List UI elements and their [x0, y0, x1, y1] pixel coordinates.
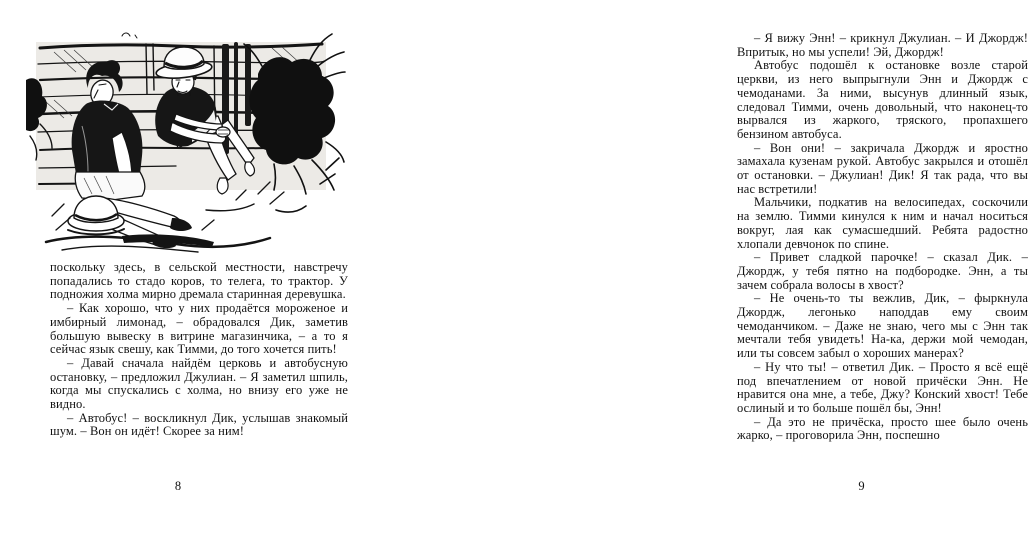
- page-number-left: 8: [174, 479, 182, 493]
- text-paragraph: – Давай сначала найдём церковь и автобусную остановку, – предложил Джулиан. – Я заметил шпиль, когда мы спускались с холма, но внизу его уже не видно.: [50, 355, 348, 412]
- text-paragraph: Автобус подошёл к остановке возле старой церкви, из него выпрыгнули Энн и Джордж с чемоданами. За ними, высунув длинный язык, следовал Тимми, очень довольный, что наконец-то вырвался из жаркого, тряского, пропахшего бензином автобуса.: [737, 58, 1028, 141]
- book-illustration: [26, 14, 346, 260]
- text-paragraph: – Как хорошо, что у них продаётся мороженое и имбирный лимонад, – обрадовался Дик, заметив большую вывеску в витрине магазинчика, – а то я сейчас язык свешу, как Тимми, до того хочется пить!: [50, 301, 348, 357]
- text-paragraph: – Вон они! – закричала Джордж и яростно замахала кузенам рукой. Автобус закрылся и отошёл от остановки. – Джулиан! Дик! Я так рада, что вы нас встретили!: [737, 140, 1028, 196]
- left-page: [0, 0, 360, 535]
- left-page-text: [50, 261, 348, 439]
- text-paragraph: – Я вижу Энн! – крикнул Джулиан. – И Джордж! Впритык, но мы успели! Эй, Джордж!: [737, 31, 1028, 59]
- page-number-right: 9: [858, 479, 865, 493]
- text-paragraph: Мальчики, подкатив на велосипедах, соскочили на землю. Тимми кинулся к ним и начал носиться вокруг, лая как сумасшедший. Ребята радостно хлопали девчонок по спине.: [737, 195, 1028, 251]
- text-paragraph: – Да это не причёска, просто шее было очень жарко, – проговорила Энн, поспешно: [737, 414, 1028, 443]
- text-paragraph: – Привет сладкой парочке! – сказал Дик. – Джордж, у тебя пятно на подбородке. Энн, а ты зачем собрала волосы в хвост?: [737, 250, 1028, 292]
- text-paragraph: – Не очень-то ты вежлив, Дик, – фыркнула Джордж, легонько наподдав ему своим чемоданчиком. – Даже не знаю, чего мы с Энн так мечтали тебя увидеть! На-ка, держи мой чемодан, или ты совсем забыл о хороших манерах?: [737, 291, 1028, 361]
- illustration-drawing: [26, 14, 346, 260]
- text-paragraph: – Автобус! – воскликнул Дик, услышав знакомый шум. – Вон он идёт! Скорее за ним!: [50, 410, 348, 439]
- text-paragraph: поскольку здесь, в сельской местности, навстречу попадались то стадо коров, то телега, то трактор. У подножия холма мирно дремала старинная деревушка.: [50, 260, 348, 302]
- text-paragraph: – Ну что ты! – ответил Дик. – Просто я всё ещё под впечатлением от новой причёски Энн. Не нравится она мне, а тебе, Джу? Конский хвост! Тебе ослиный и то больше пошёл бы, Энн!: [737, 359, 1028, 415]
- right-page-text: [737, 32, 1028, 443]
- right-page: [360, 0, 1028, 535]
